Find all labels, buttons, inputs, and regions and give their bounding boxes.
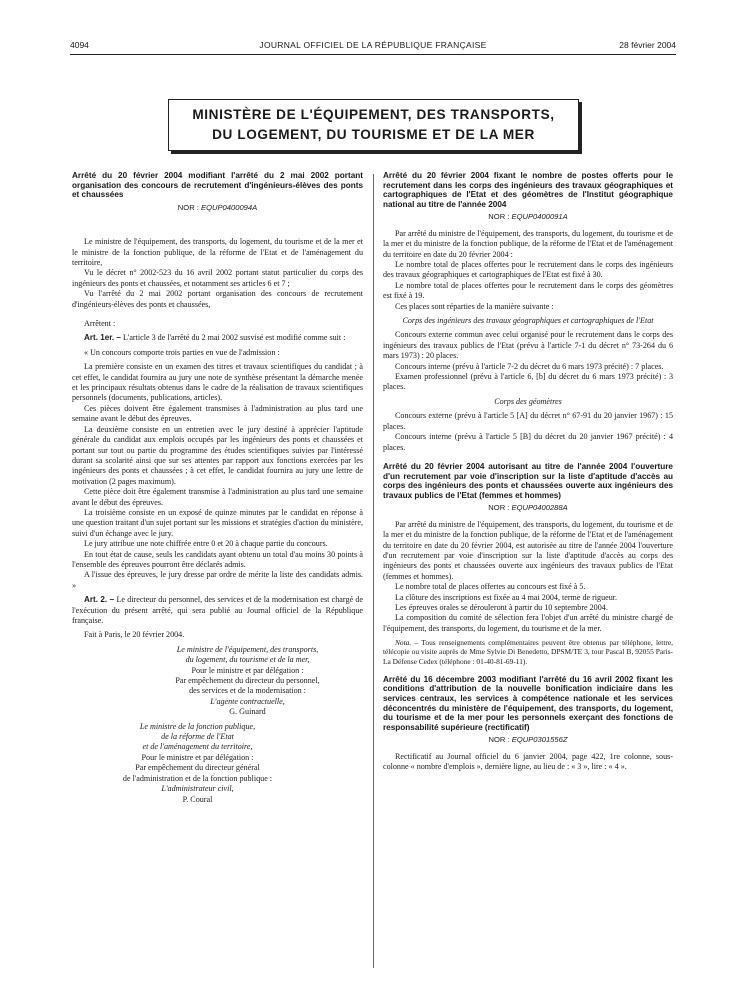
header-rule (70, 54, 676, 55)
paragraph: Concours interne (prévu à l'article 5 [B] du décret du 20 janvier 1967 précité) : 4 places. (383, 432, 673, 452)
paragraph: La composition du comité de sélection fera l'objet d'un arrêté du ministre chargé de l'équipement, des transports, du logement, du tourisme et de la mer. (383, 613, 673, 633)
nor-reference: NOR : EQUP0301556Z (488, 735, 568, 745)
paragraph: Examen professionnel (prévu à l'article 6, [b] du décret du 6 mars 1973 précité) : 3 places. (383, 372, 673, 392)
paragraph: Cette pièce doit être également transmise à l'administration au plus tard une semaine avant le début des épreuves. (72, 487, 363, 507)
issue-date: 28 février 2004 (619, 40, 676, 50)
page-header (70, 40, 676, 54)
ministry-banner (168, 99, 579, 151)
signature-block: Le ministre de la fonction publique, de la réforme de l'Etat et de l'aménagement du territoire, Pour le ministre et par délégation : Par empêchement du directeur général de l'administration et de la fonction publique : L'administrateur civil, P. Coural (72, 722, 323, 805)
paragraph: Par arrêté du ministre de l'équipement, des transports, du logement, du tourisme et de la mer et du ministre de la fonction publique, de la réforme de l'Etat et de l'aménagement du territoire en date du 20 février 2004, est autorisée au titre de l'année 2004 l'ouverture d'un recrutement par voie d'inscription sur la liste d'aptitude d'accès au corps des ingénieurs des ponts et chaussées ouverte aux ingénieurs des travaux publics de l'Etat (femmes et hommes). (383, 519, 673, 581)
paragraph: La première consiste en un examen des titres et travaux scientifiques du candidat ; à cet effet, le candidat fournira au jury une note de synthèse présentant la démarche menée et les principaux résultats obtenus dans le cadre de la réalisation de travaux scientifiques personnels (documents, publications, articles). (72, 362, 363, 403)
decree-title: Arrêté du 20 février 2004 fixant le nombre de postes offerts pour le recrutement dans les corps des ingénieurs des travaux géographiques et cartographiques de l'Etat et des géomètres de l'Institut géographique national au titre de l'année 2004 (383, 171, 673, 209)
section-heading: Corps des ingénieurs des travaux géographiques et cartographiques de l'Etat (402, 316, 654, 326)
paragraph: Concours interne (prévu à l'article 7-2 du décret du 6 mars 1973 précité) : 7 places. (395, 361, 664, 371)
paragraph: Le jury attribue une note chiffrée entre 0 et 20 à chaque partie du concours. (84, 539, 328, 549)
decree-title: Arrêté du 20 février 2004 modifiant l'arrêté du 2 mai 2002 portant organisation des concours de recrutement d'ingénieurs-élèves des ponts et chaussées (72, 171, 363, 200)
paragraph: Le nombre total de places offertes pour le recrutement dans le corps des géomètres est fixé à 19. (383, 280, 673, 301)
right-column (383, 171, 673, 773)
paragraph: La deuxième consiste en un entretien avec le jury destiné à apprécier l'aptitude générale du candidat aux emplois occupés par les ingénieurs des ponts et chaussées et portant sur tout ou partie du programme des études scientifiques suivies par l'intéressé durant sa scolarité ainsi que sur ses attentes par rapport aux fonctions exercées par les ingénieurs des ponts et chaussées ; à cet effet, le candidat fournira au jury une lettre de motivation (2 pages maximum). (72, 424, 363, 486)
ministry-banner-line-1: MINISTÈRE DE L'ÉQUIPEMENT, DES TRANSPORTS, (192, 107, 555, 122)
paragraph: A l'issue des épreuves, le jury dresse par ordre de mérite la liste des candidats admis. » (72, 570, 363, 590)
signatory-name: P. Coural (182, 794, 213, 804)
paragraph: Le nombre total de places offertes au concours est fixé à 5. (395, 582, 586, 592)
article-2: Art. 2. – Le directeur du personnel, des services et de la modernisation est chargé de l'exécution du présent arrêté, qui sera publié au Journal officiel de la République française. (72, 595, 363, 625)
decree-title: Arrêté du 16 décembre 2003 modifiant l'arrêté du 16 avril 2002 fixant les conditions d'attribution de la nouvelle bonification indiciaire dans les services centraux, les services à compétence nationale et les services déconcentrés du ministère de l'équipement, des transports, du logement, du tourisme et de la mer pour les personnels exerçant des fonctions de responsabilité supérieure (rectificatif) (383, 674, 673, 732)
paragraph: Concours externe commun avec celui organisé pour le recrutement dans le corps des ingénieurs des travaux publics de l'Etat (prévu à l'article 7-1 du décret n° 73-264 du 6 mars 1973) : 20 places. (383, 330, 673, 361)
nor-reference: NOR : EQUP0400094A (177, 202, 258, 212)
paragraph: Par arrêté du ministre de l'équipement, des transports, du logement, du tourisme et de la mer et du ministre de la fonction publique, de la réforme de l'Etat et de l'aménagement du territoire en date du 20 février 2004 : (383, 228, 673, 259)
paragraph: Concours externe (prévu à l'article 5 [A] du décret n° 67-91 du 20 janvier 1967) : 15 places. (383, 411, 673, 431)
paragraph: La troisième consiste en un exposé de quinze minutes par le candidat en réponse à une question traitant d'un sujet portant sur les missions et stratégies d'action du ministère, suivi d'un échange avec le jury. (72, 507, 363, 538)
column-divider (373, 174, 374, 968)
article-1: Art. 1er. – L'article 3 de l'arrêté du 2 mai 2002 susvisé est modifié comme suit : (84, 333, 346, 343)
signature-block: Le ministre de l'équipement, des transports, du logement, du tourisme et de la mer, Pour le ministre et par délégation : Par empêchement du directeur du personnel, des services et de la modernisation : L'agente contractuelle, G. Guinard (132, 645, 363, 718)
paragraph: « Un concours comporte trois parties en vue de l'admission : (84, 347, 280, 357)
decree-title: Arrêté du 20 février 2004 autorisant au titre de l'année 2004 l'ouverture d'un recrutement par voie d'inscription sur la liste d'aptitude d'accès au corps des ingénieurs des ponts et chaussées ouverte aux ingénieurs des travaux publics de l'Etat (femmes et hommes) (383, 461, 673, 500)
paragraph: Ces pièces doivent être également transmises à l'administration au plus tard une semaine avant le début des épreuves. (72, 403, 363, 424)
section-heading: Corps des géomètres (494, 396, 562, 406)
signatory-name: G. Guinard (229, 707, 266, 717)
ministry-banner-line-2: DU LOGEMENT, DU TOURISME ET DE LA MER (212, 127, 535, 142)
paragraph: Rectificatif au Journal officiel du 6 janvier 2004, page 422, 1re colonne, sous-colonne « nombre d'emplois », dernière ligne, au lieu de : « 3 », lire : « 4 ». (383, 751, 673, 772)
journal-title: JOURNAL OFFICIEL DE LA RÉPUBLIQUE FRANÇAISE (259, 40, 487, 50)
page-number: 4094 (70, 40, 89, 50)
paragraph: Les épreuves orales se dérouleront à partir du 10 septembre 2004. (395, 602, 608, 612)
paragraph: Ces places sont réparties de la manière suivante : (395, 301, 554, 311)
arretent-heading: Arrêtent : (84, 319, 116, 329)
paragraph: Vu l'arrêté du 2 mai 2002 portant organisation des concours de recrutement d'ingénieurs-élèves des ponts et chaussées, (72, 289, 363, 309)
paragraph: La clôture des inscriptions est fixée au 4 mai 2004, terme de rigueur. (395, 592, 618, 602)
paragraph: Vu le décret n° 2002-523 du 16 avril 2002 portant statut particulier du corps des ingénieurs des ponts et chaussées, et notamment ses articles 6 et 7 ; (72, 268, 363, 288)
paragraph: Le nombre total de places offertes pour le recrutement dans le corps des ingénieurs des travaux géographiques et cartographiques de l'Etat est fixé à 30. (383, 260, 673, 280)
place-date: Fait à Paris, le 20 février 2004. (84, 630, 185, 640)
nota: Nota. – Tous renseignements complémentaires peuvent être obtenus par téléphone, lettre, télécopie ou visite auprès de Mme Sylvie Di Benedetto, DPSM/TE 3, tour Pascal B, 92055 Paris-La Défense Cedex (téléphone : 01-40-81-69-11). (383, 638, 673, 666)
left-column (72, 171, 363, 805)
nor-reference: NOR : EQUP0400288A (488, 503, 568, 513)
nor-reference: NOR : EQUP0400091A (488, 212, 568, 222)
paragraph: Le ministre de l'équipement, des transports, du logement, du tourisme et de la mer et le ministre de la fonction publique, de la réforme de l'Etat et de l'aménagement du territoire, (72, 237, 363, 267)
paragraph: En tout état de cause, seuls les candidats ayant obtenu un total d'au moins 30 points à l'ensemble des épreuves pourront être déclarés admis. (72, 549, 363, 569)
